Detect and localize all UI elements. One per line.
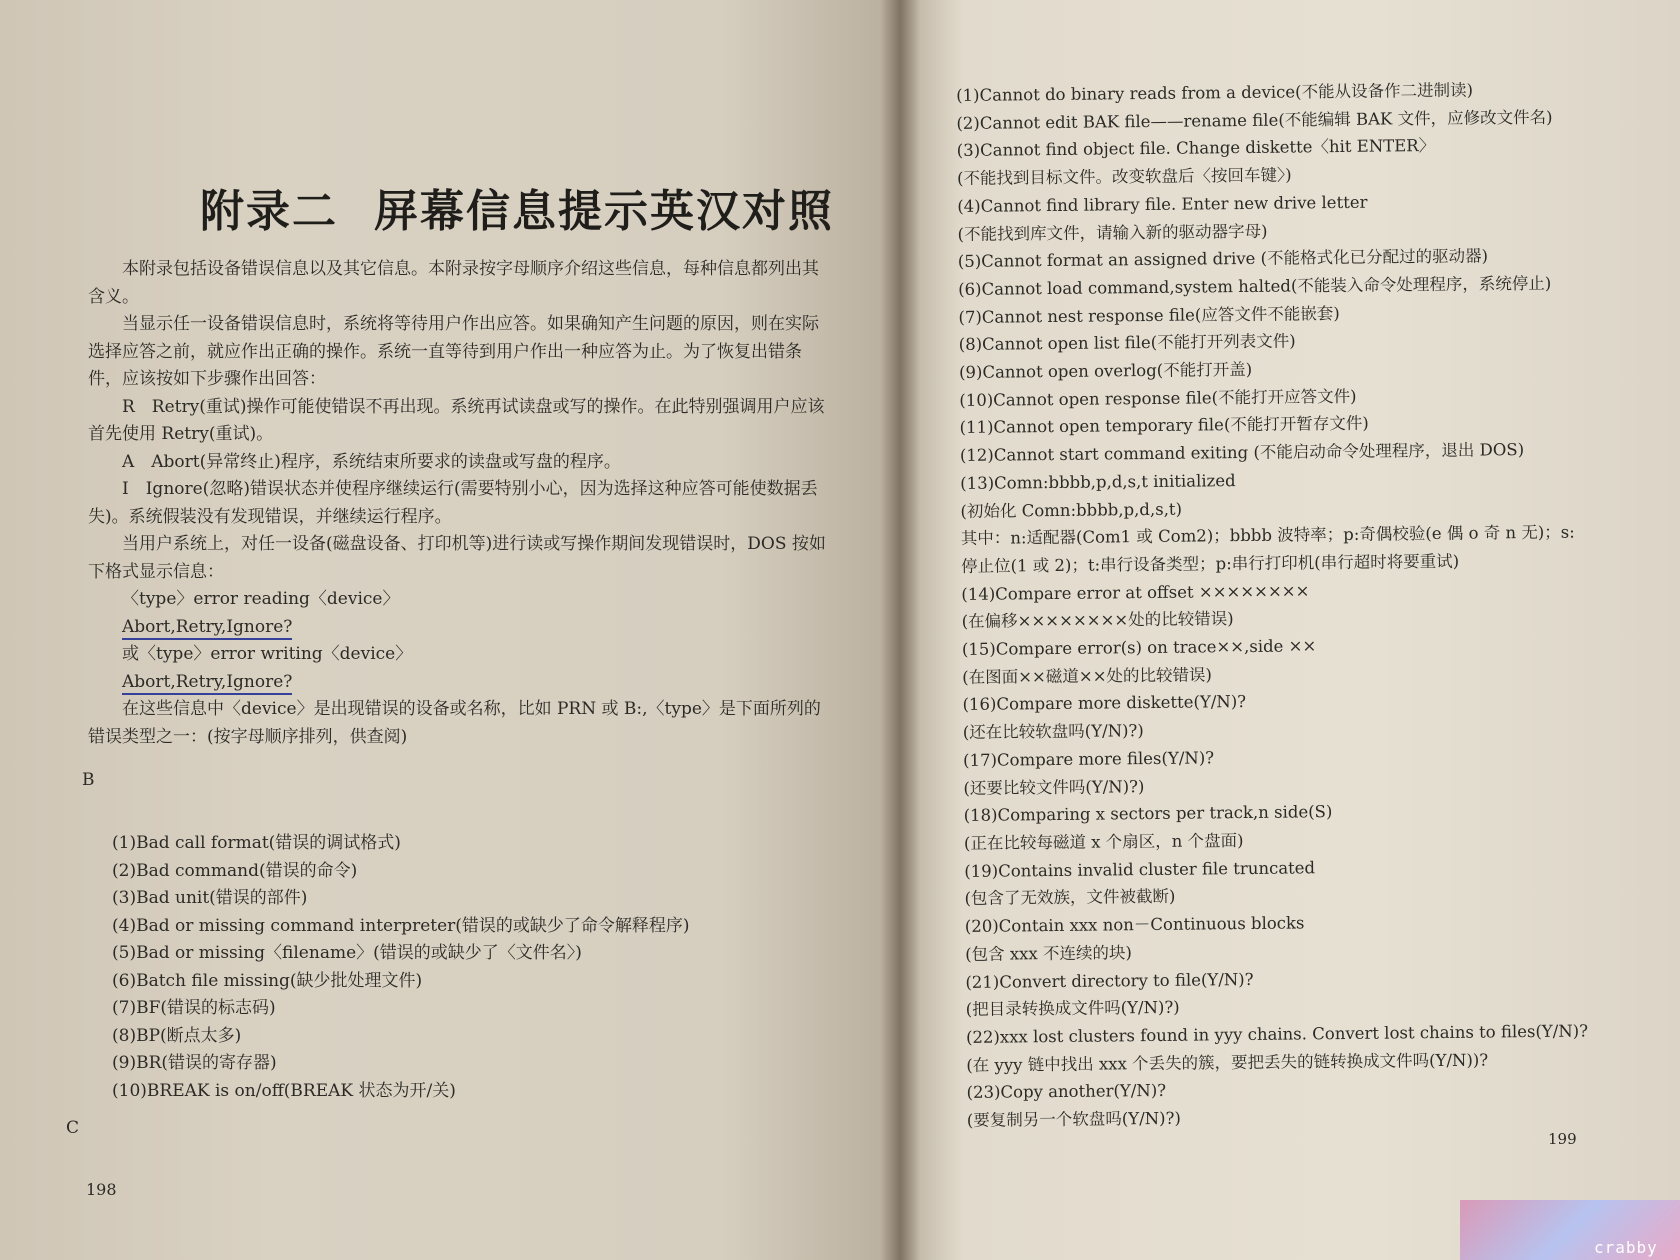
list-item: (还要比较文件吗(Y/N)?) [963, 776, 1145, 798]
format-line-1: 〈type〉error reading〈device〉 [122, 589, 400, 609]
list-item: (17)Compare more files(Y/N)? [963, 748, 1215, 770]
section-letter-c: C [66, 1118, 80, 1138]
list-item: (包含 xxx 不连续的块) [965, 943, 1133, 964]
list-item: (8)BP(断点太多) [112, 1025, 242, 1046]
list-item: (初始化 Comn:bbbb,p,d,s,t) [960, 499, 1183, 521]
list-item: (1)Bad call format(错误的调试格式) [112, 833, 401, 853]
section-letter-b: B [82, 770, 95, 790]
list-item: (2)Cannot edit BAK file——rename file(不能编辑 BAK 文件，应修改文件名) [956, 107, 1553, 133]
list-item: (还在比较软盘吗(Y/N)?) [962, 721, 1144, 743]
explain-paragraph: 在这些信息中〈device〉是出现错误的设备或名称，比如 PRN 或 B:,〈type〉是下面所列的错误类型之一：(按字母顺序排列，供查阅) [88, 699, 821, 747]
list-item: (4)Cannot find library file. Enter new drive letter [957, 192, 1368, 216]
retry-paragraph: R Retry(重试)操作可能使错误不再出现。系统再试读盘或写的操作。在此特别强调用户应该首先使用 Retry(重试)。 [88, 396, 825, 444]
list-item: (在 yyy 链中找出 xxx 个丢失的簇，要把丢失的链转换成文件吗(Y/N))? [966, 1050, 1489, 1075]
list-item: (9)Cannot open overlog(不能打开盖) [958, 359, 1253, 383]
list-item: (1)Cannot do binary reads from a device(不能从设备作二进制读) [956, 80, 1474, 105]
list-item: (6)Batch file missing(缺少批处理文件) [112, 970, 423, 991]
page-number-right: 199 [1548, 1130, 1577, 1148]
list-item: (9)BR(错误的寄存器) [112, 1053, 277, 1073]
list-item: (10)BREAK is on/off(BREAK 状态为开/关) [112, 1080, 456, 1101]
page-number-left: 198 [86, 1180, 117, 1199]
list-item: (8)Cannot open list file(不能打开列表文件) [958, 331, 1296, 355]
list-item: (不能找到库文件，请输入新的驱动器字母) [957, 221, 1268, 244]
list-item: (22)xxx lost clusters found in yyy chains. Convert lost chains to files(Y/N)? [965, 1021, 1589, 1047]
list-item: (12)Cannot start command exiting (不能启动命令处理程序，退出 DOS) [959, 440, 1525, 466]
list-item: (20)Contain xxx non－Continuous blocks [964, 913, 1305, 937]
error-list-b [112, 830, 832, 1105]
list-item: (正在比较每磁道 x 个扇区，n 个盘面) [963, 831, 1244, 853]
list-item: (4)Bad or missing command interpreter(错误的或缺少了命令解释程序) [112, 915, 690, 936]
list-item: (11)Cannot open temporary file(不能打开暂存文件) [959, 414, 1369, 438]
ignore-paragraph: I Ignore(忽略)错误状态并使程序继续运行(需要特别小心，因为选择这种应答可能使数据丢失)。系统假装没有发现错误，并继续运行程序。 [88, 479, 818, 527]
format-line-4 [88, 669, 828, 697]
list-item: (5)Cannot format an assigned drive (不能格式化已分配过的驱动器) [957, 246, 1489, 272]
intro-paragraph-1: 本附录包括设备错误信息以及其它信息。本附录按字母顺序介绍这些信息，每种信息都列出其含义。 [88, 259, 819, 307]
appendix-label: 附录二 [200, 186, 338, 237]
list-item: (包含了无效族，文件被截断) [964, 887, 1176, 909]
underlined-prompt: Abort,Retry,Ignore? [122, 617, 292, 640]
list-item: (21)Convert directory to file(Y/N)? [965, 969, 1254, 992]
list-item: (13)Comn:bbbb,p,d,s,t initialized [960, 470, 1236, 493]
watermark-text: crabby [1594, 1238, 1658, 1257]
abort-paragraph: A Abort(异常终止)程序，系统结束所要求的读盘或写盘的程序。 [122, 451, 621, 472]
intro-text [88, 256, 828, 751]
list-item: (在偏移××××××××处的比较错误) [961, 609, 1234, 632]
list-item: (19)Contains invalid cluster file truncated [964, 857, 1316, 881]
format-intro-paragraph: 当用户系统上，对任一设备(磁盘设备、打印机等)进行读或写操作期间发现错误时，DOS 按如下格式显示信息： [88, 534, 826, 582]
underlined-prompt: Abort,Retry,Ignore? [122, 672, 292, 695]
list-item: (3)Cannot find object file. Change diskette〈hit ENTER〉 [956, 136, 1436, 161]
list-item: (18)Comparing x sectors per track,n side(S) [963, 802, 1333, 826]
format-line-2 [88, 614, 828, 642]
list-item: (不能找到目标文件。改变软盘后〈按回车键〉) [956, 165, 1292, 189]
error-list-c [956, 76, 1587, 1135]
list-item: (16)Compare more diskette(Y/N)? [962, 692, 1247, 715]
list-item: (在图面××磁道××处的比较错误) [962, 665, 1213, 687]
book-gutter [880, 0, 920, 1260]
list-item: (14)Compare error at offset ×××××××× [961, 580, 1310, 604]
list-item: (要复制另一个软盘吗(Y/N)?) [966, 1108, 1181, 1130]
list-item: (23)Copy another(Y/N)? [966, 1081, 1167, 1103]
appendix-heading: 屏幕信息提示英汉对照 [374, 186, 834, 237]
list-item: (3)Bad unit(错误的部件) [112, 888, 308, 908]
format-line-3: 或〈type〉error writing〈device〉 [122, 644, 413, 664]
list-item: (10)Cannot open response file(不能打开应答文件) [959, 386, 1357, 410]
list-item: (5)Bad or missing〈filename〉(错误的或缺少了〈文件名〉) [112, 943, 582, 963]
list-item: (7)BF(错误的标志码) [112, 998, 276, 1018]
list-item: (6)Cannot load command,system halted(不能装入命令处理程序，系统停止) [958, 273, 1552, 299]
list-item: (把目录转换成文件吗(Y/N)?) [965, 997, 1180, 1020]
parameter-explanation: 其中：n:适配器(Com1 或 Com2)；bbbb 波特率；p:奇偶校验(e 偶 o 奇 n 无)；s:停止位(1 或 2)；t:串行设备类型；p:串行打印机(串行超时将要重试) [960, 522, 1575, 576]
list-item: (7)Cannot nest response file(应答文件不能嵌套) [958, 303, 1340, 327]
list-item: (15)Compare error(s) on trace××,side ×× [961, 636, 1317, 660]
list-item: (2)Bad command(错误的命令) [112, 860, 358, 881]
appendix-title [200, 175, 834, 239]
intro-paragraph-2: 当显示任一设备错误信息时，系统将等待用户作出应答。如果确知产生问题的原因，则在实际选择应答之前，就应作出正确的操作。系统一直等待到用户作出一种应答为止。为了恢复出错条件，应该按如下步骤作出回答： [88, 314, 819, 389]
